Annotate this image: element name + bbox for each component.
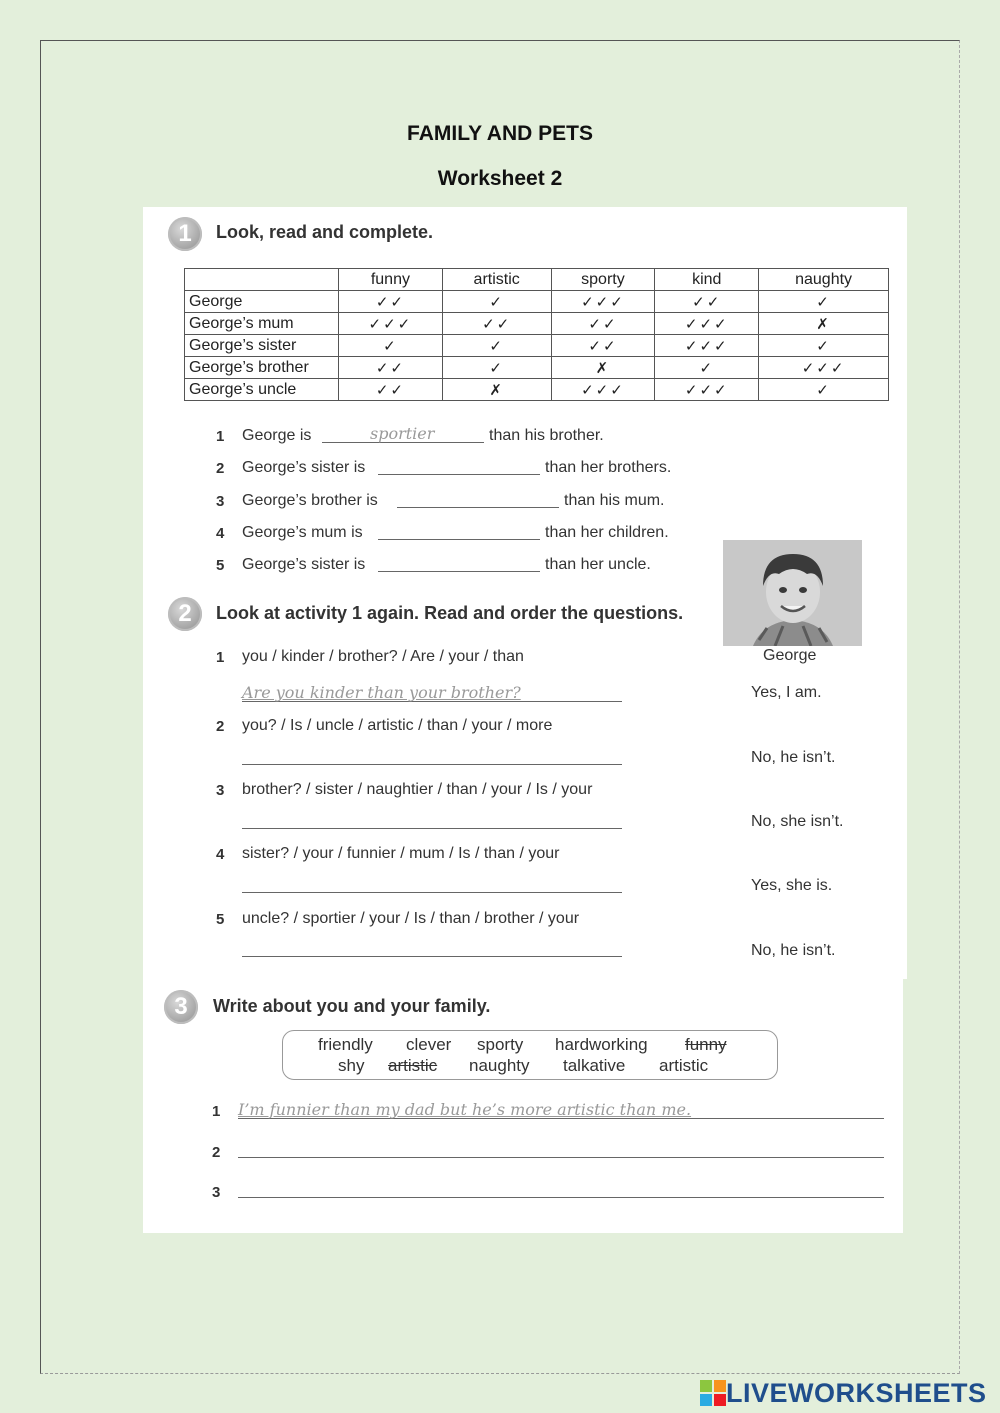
- tick-cell: ✗: [551, 357, 655, 379]
- item-number: 3: [216, 782, 225, 799]
- reply-text: No, she isn’t.: [751, 813, 844, 830]
- tick-cell: ✓✓✓: [655, 379, 759, 401]
- tick-cell: ✓: [759, 335, 889, 357]
- table-row: [185, 379, 889, 401]
- item-number: 1: [216, 649, 225, 666]
- section-1-title: Look, read and complete.: [216, 222, 434, 242]
- word-bank-word: talkative: [563, 1056, 626, 1075]
- word-bank-word: clever: [406, 1035, 452, 1054]
- tick-cell: ✓: [442, 357, 551, 379]
- item-number: 1: [216, 428, 225, 445]
- sentence-start: George is: [242, 427, 312, 444]
- sentence-end: than his brother.: [489, 427, 604, 444]
- section-1-badge: 1: [168, 217, 202, 251]
- word-bank-word: friendly: [318, 1035, 373, 1054]
- sentence-end: than her uncle.: [545, 556, 651, 573]
- answer-blank-4[interactable]: [378, 539, 540, 540]
- photo-caption: George: [763, 647, 817, 664]
- worksheet-subtitle: Worksheet 2: [437, 167, 563, 190]
- filled-sentence[interactable]: I’m funnier than my dad but he’s more artistic than me.: [238, 1100, 692, 1119]
- column-header: artistic: [442, 269, 551, 291]
- column-header: kind: [655, 269, 759, 291]
- question-blank-4[interactable]: [242, 892, 622, 893]
- answer-blank-5[interactable]: [378, 571, 540, 572]
- liveworksheets-mark-icon: [700, 1380, 726, 1406]
- scrambled-words: you? / Is / uncle / artistic / than / your / more: [242, 717, 553, 734]
- sentence-end: than her brothers.: [545, 459, 672, 476]
- filled-question[interactable]: Are you kinder than your brother?: [242, 683, 521, 702]
- tick-cell: ✓✓: [551, 335, 655, 357]
- tick-cell: ✓✓: [339, 357, 443, 379]
- section-3-title: Write about you and your family.: [213, 996, 491, 1016]
- column-header: funny: [339, 269, 443, 291]
- reply-text: No, he isn’t.: [751, 942, 836, 959]
- item-number: 4: [216, 846, 225, 863]
- word-bank-word: artistic: [659, 1056, 709, 1075]
- brand-name: LIVEWORKSHEETS: [726, 1377, 987, 1408]
- personality-table: [184, 268, 889, 401]
- section-2-title: Look at activity 1 again. Read and order the questions.: [216, 603, 684, 623]
- item-number: 3: [212, 1184, 221, 1201]
- row-label: George’s sister: [185, 335, 339, 357]
- answer-blank-2[interactable]: [378, 474, 540, 475]
- tick-cell: ✓: [655, 357, 759, 379]
- tick-cell: ✓: [442, 335, 551, 357]
- item-number: 2: [212, 1144, 221, 1161]
- item-number: 5: [216, 557, 225, 574]
- sentence-end: than her children.: [545, 524, 669, 541]
- tick-cell: ✓✓: [442, 313, 551, 335]
- scrambled-words: sister? / your / funnier / mum / Is / than / your: [242, 845, 560, 862]
- section-3-badge: 3: [164, 990, 198, 1024]
- tick-cell: ✓✓✓: [551, 379, 655, 401]
- table-row: [185, 357, 889, 379]
- table-row: [185, 335, 889, 357]
- question-blank-5[interactable]: [242, 956, 622, 957]
- reply-text: No, he isn’t.: [751, 749, 836, 766]
- writing-line-3[interactable]: [238, 1197, 884, 1198]
- table-row: [185, 291, 889, 313]
- word-bank-word: shy: [338, 1056, 365, 1075]
- item-number: 5: [216, 911, 225, 928]
- tick-cell: ✓✓✓: [655, 313, 759, 335]
- reply-text: Yes, she is.: [751, 877, 833, 894]
- column-header: naughty: [759, 269, 889, 291]
- boy-portrait-image: [723, 540, 862, 646]
- tick-cell: ✓: [759, 379, 889, 401]
- sentence-end: than his mum.: [564, 492, 665, 509]
- filled-answer[interactable]: sportier: [370, 424, 435, 443]
- tick-cell: ✓✓✓: [551, 291, 655, 313]
- reply-text: Yes, I am.: [751, 684, 822, 701]
- item-number: 3: [216, 493, 225, 510]
- item-number: 4: [216, 525, 225, 542]
- sentence-start: George’s mum is: [242, 524, 363, 541]
- tick-cell: ✓: [339, 335, 443, 357]
- word-bank-word: hardworking: [555, 1035, 648, 1054]
- tick-cell: ✓: [442, 291, 551, 313]
- tick-cell: ✓✓: [339, 379, 443, 401]
- tick-cell: ✓✓: [551, 313, 655, 335]
- item-number: 2: [216, 460, 225, 477]
- word-bank-word: sporty: [477, 1035, 524, 1054]
- sentence-start: George’s brother is: [242, 492, 378, 509]
- table-row: [185, 313, 889, 335]
- tick-cell: ✓✓: [655, 291, 759, 313]
- word-bank-word: naughty: [469, 1056, 530, 1075]
- tick-cell: ✗: [759, 313, 889, 335]
- item-number: 1: [212, 1103, 221, 1120]
- word-bank-word-used: funny: [685, 1035, 727, 1054]
- item-number: 2: [216, 718, 225, 735]
- answer-blank-3[interactable]: [397, 507, 559, 508]
- scrambled-words: brother? / sister / naughtier / than / your / Is / your: [242, 781, 593, 798]
- sentence-start: George’s sister is: [242, 556, 366, 573]
- tick-cell: ✓: [759, 291, 889, 313]
- row-label: George’s uncle: [185, 379, 339, 401]
- scrambled-words: uncle? / sportier / your / Is / than / brother / your: [242, 910, 580, 927]
- table-header-row: [185, 269, 889, 291]
- tick-cell: ✓✓: [339, 291, 443, 313]
- question-blank-2[interactable]: [242, 764, 622, 765]
- column-header: sporty: [551, 269, 655, 291]
- section-2-badge: 2: [168, 597, 202, 631]
- scrambled-words: you / kinder / brother? / Are / your / than: [242, 648, 524, 665]
- tick-cell: ✓✓✓: [655, 335, 759, 357]
- tick-cell: ✗: [442, 379, 551, 401]
- table-corner-cell: [185, 269, 339, 291]
- sentence-start: George’s sister is: [242, 459, 366, 476]
- tick-cell: ✓✓✓: [759, 357, 889, 379]
- tick-cell: ✓✓✓: [339, 313, 443, 335]
- question-blank-3[interactable]: [242, 828, 622, 829]
- word-bank-word-used: artistic: [388, 1056, 438, 1075]
- row-label: George’s brother: [185, 357, 339, 379]
- row-label: George: [185, 291, 339, 313]
- row-label: George’s mum: [185, 313, 339, 335]
- george-photo: [723, 540, 862, 646]
- writing-line-2[interactable]: [238, 1157, 884, 1158]
- worksheet-title: FAMILY AND PETS: [407, 122, 593, 145]
- liveworksheets-logo[interactable]: [700, 1378, 987, 1408]
